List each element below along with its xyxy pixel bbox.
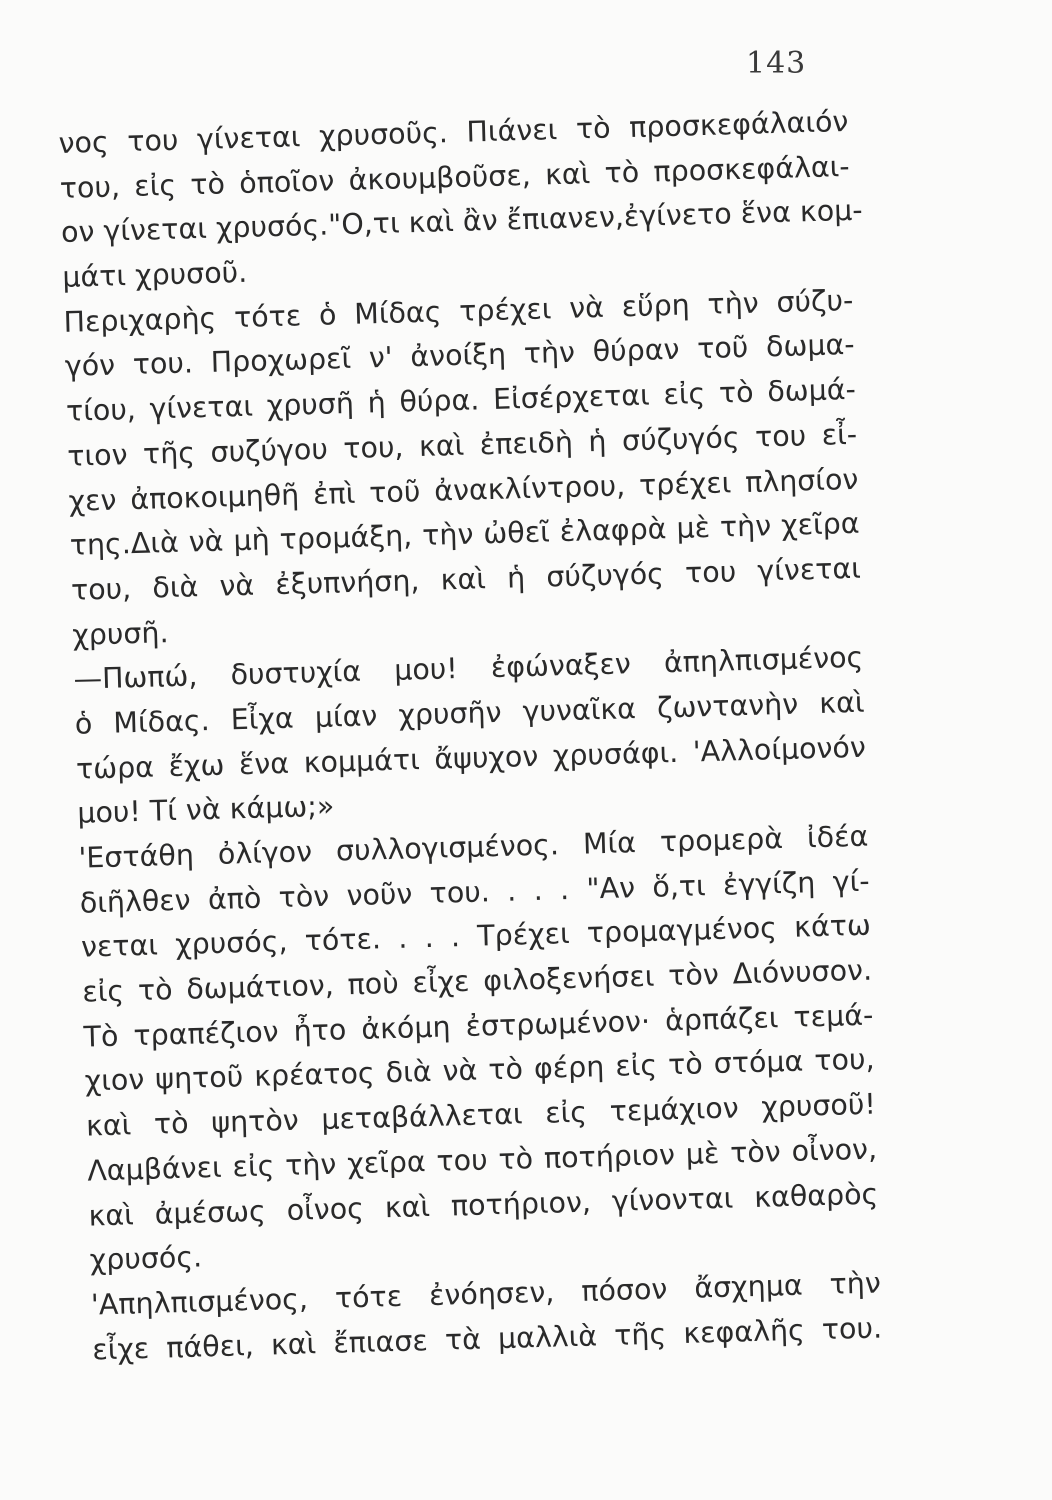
text-line: ον γίνεται χρυσός."Ο,τι καὶ ἂν ἔπιανεν,ἐγίνετο ἕνα κομ- (60, 193, 864, 250)
text-line: τώρα ἔχω ἕνα κομμάτι ἄψυχον χρυσάφι. 'Αλλοίμονόν (75, 730, 867, 786)
text-line: Τὸ τραπέζιον ἦτο ἀκόμη ἐστρωμένον· ἁρπάζει τεμά- (83, 998, 874, 1054)
page-number: 143 (746, 46, 807, 81)
text-line: μου! Τί νὰ κάμω;» (76, 789, 335, 831)
text-line: της.Διὰ νὰ μὴ τρομάξη, τὴν ὠθεῖ ἐλαφρὰ μὲ τὴν χεῖρα (69, 506, 860, 563)
text-line: εἶχε πάθει, καὶ ἔπιασε τὰ μαλλιὰ τῆς κεφαλῆς του. (91, 1311, 883, 1367)
text-line: νεται χρυσός, τότε. . . . Τρέχει τρομαγμένος κάτω (80, 909, 872, 965)
text-line: χεν ἀποκοιμηθῆ ἐπὶ τοῦ ἀνακλίντρου, τρέχει πλησίον (68, 462, 859, 518)
text-line: Περιχαρὴς τότε ὁ Μίδας τρέχει νὰ εὕρη τὴν σύζυ- (63, 283, 854, 339)
text-line: 'Απηλπισμένος, τότε ἐνόησεν, πόσον ἄσχημα τὴν (90, 1266, 882, 1322)
body-text (58, 100, 893, 1373)
text-line: του, εἰς τὸ ὁποῖον ἀκουμβοῦσε, καὶ τὸ προσκεφάλαι- (59, 149, 851, 205)
text-line: —Πωπώ, δυστυχία μου! ἐφώναξεν ἀπηλπισμένος (73, 640, 864, 697)
text-line: γόν του. Προχωρεῖ ν' ἀνοίξη τὴν θύραν τοῦ δωμα- (64, 328, 855, 384)
text-line: μάτι χρυσοῦ. (61, 255, 248, 294)
text-line: νος του γίνεται χρυσοῦς. Πιάνει τὸ προσκεφάλαιόν (58, 104, 849, 160)
text-line: του, διὰ νὰ ἐξυπνήση, καὶ ἡ σύζυγός του γίνεται (70, 551, 862, 607)
text-line: χρυσῆ. (71, 615, 169, 652)
text-line: χρυσός. (89, 1240, 203, 1277)
text-line: ὁ Μίδας. Εἶχα μίαν χρυσῆν γυναῖκα ζωντανὴν καὶ (74, 685, 865, 741)
text-line: τιον τῆς συζύγου του, καὶ ἐπειδὴ ἡ σύζυγός του εἶ- (66, 417, 858, 473)
text-line: καὶ ἀμέσως οἶνος καὶ ποτήριον, γίνονται καθαρὸς (88, 1177, 879, 1233)
text-line: τίου, γίνεται χρυσῆ ἡ θύρα. Εἰσέρχεται εἰς τὸ δωμά- (65, 372, 857, 429)
text-line: Λαμβάνει εἰς τὴν χεῖρα του τὸ ποτήριον μὲ τὸν οἶνον, (86, 1132, 878, 1188)
text-line: διῆλθεν ἀπὸ τὸν νοῦν του. . . . "Αν ὅ,τι ἐγγίζη γί- (79, 864, 870, 920)
text-line: χιον ψητοῦ κρέατος διὰ νὰ τὸ φέρη εἰς τὸ στόμα του, (84, 1043, 875, 1099)
text-line: εἰς τὸ δωμάτιον, ποὺ εἶχε φιλοξενήσει τὸν Διόνυσον. (81, 953, 873, 1009)
text-line: καὶ τὸ ψητὸν μεταβάλλεται εἰς τεμάχιον χρυσοῦ! (85, 1087, 877, 1143)
text-line: 'Εστάθη ὀλίγον συλλογισμένος. Μία τρομερὰ ἰδέα (78, 819, 869, 875)
